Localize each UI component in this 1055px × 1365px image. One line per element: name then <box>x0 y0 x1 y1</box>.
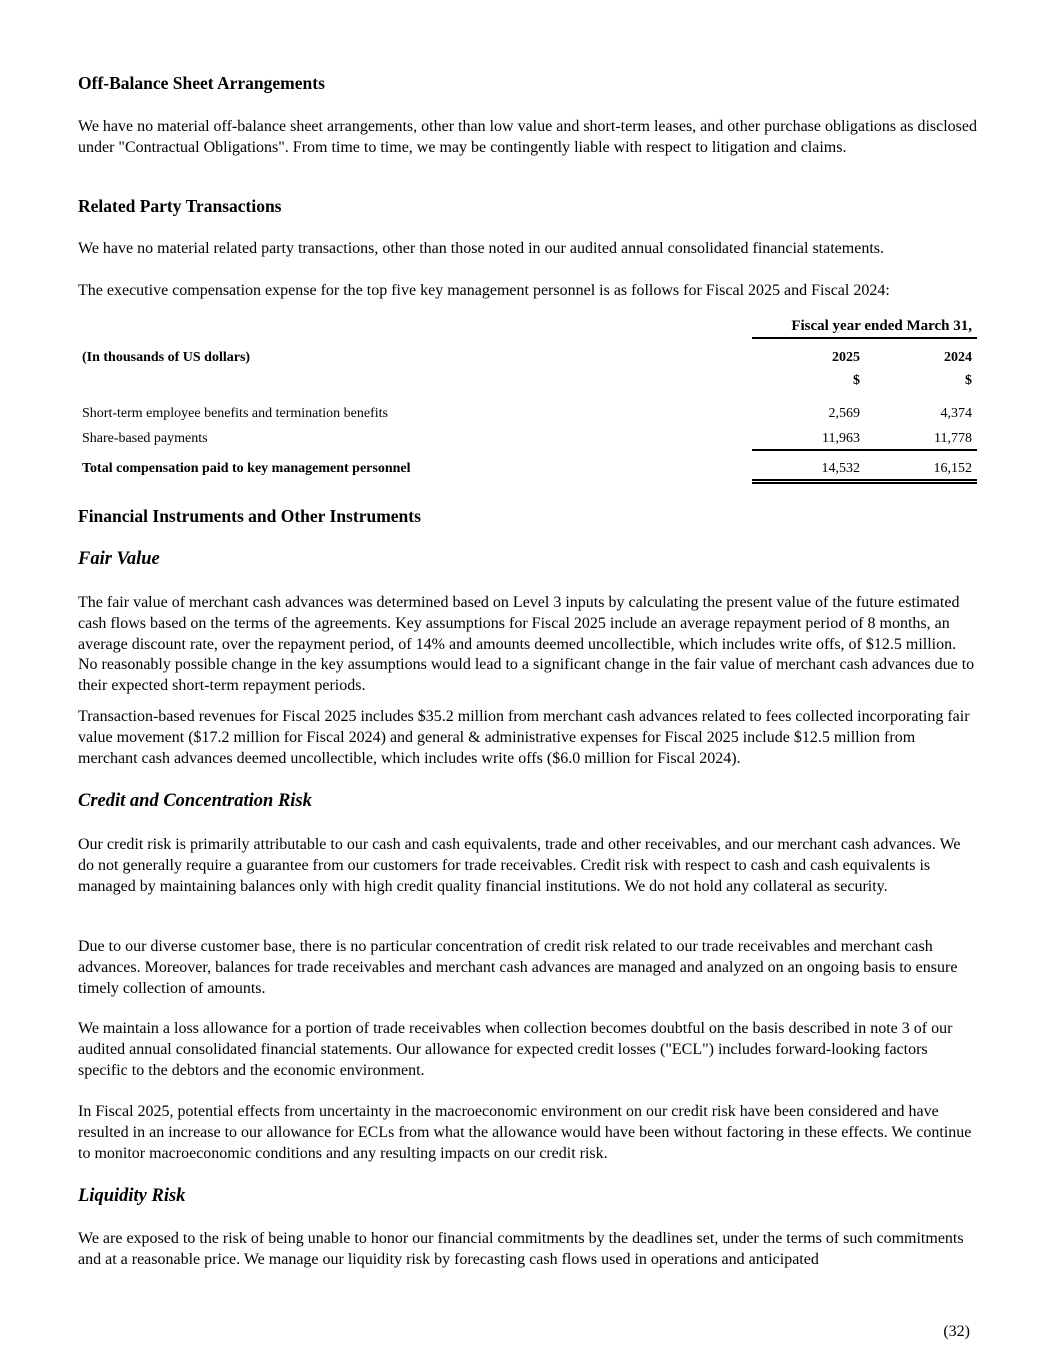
value-2024: 11,778 <box>934 431 972 446</box>
value-2025: 11,963 <box>822 431 860 446</box>
currency-row <box>82 373 977 391</box>
heading-credit-risk: Credit and Concentration Risk <box>78 791 312 811</box>
value-2025: 2,569 <box>828 406 860 421</box>
heading-liquidity-risk: Liquidity Risk <box>78 1186 186 1206</box>
heading-off-balance: Off-Balance Sheet Arrangements <box>78 73 325 93</box>
paragraph: We maintain a loss allowance for a portion of trade receivables when collection becomes doubtful on the basis described in note 3 of our audited annual consolidated financial statements. Our allowance for expected credit losses ("ECL") includes forward-looking factors specific to the debtors and the economic environment. <box>78 1020 953 1079</box>
paragraph: We have no material related party transactions, other than those noted in our audited annual consolidated financial statements. <box>78 240 884 257</box>
paragraph: We are exposed to the risk of being unable to honor our financial commitments by the deadlines set, under the terms of such commitments and at a reasonable price. We manage our liquidity risk by forecasting cash flows used in operations and anticipated <box>78 1230 964 1268</box>
year-header-row <box>82 350 977 368</box>
paragraph: The fair value of merchant cash advances was determined based on Level 3 inputs by calculating the present value of the future estimated cash flows based on the terms of the agreements. Key assumptions for Fiscal 2025 include an average repayment period of 8 months, an average discount rate, over the repayment period, of 14% and amounts deemed uncollectible, which includes write offs, of $12.5 million. No reasonably possible change in the key assumptions would lead to a significant change in the fair value of merchant cash advances due to their expected short-term repayment periods. <box>78 594 975 695</box>
row-label: Share-based payments <box>82 431 208 446</box>
table-row <box>82 406 977 424</box>
period-header-text: Fiscal year ended March 31, <box>791 318 972 334</box>
heading-financial-instruments: Financial Instruments and Other Instruments <box>78 506 421 526</box>
double-rule <box>752 479 977 484</box>
units-label: (In thousands of US dollars) <box>82 350 251 365</box>
total-2025: 14,532 <box>821 461 860 476</box>
page-number: (32) <box>943 1323 970 1340</box>
total-label: Total compensation paid to key management personnel <box>82 461 411 476</box>
period-header <box>82 318 977 336</box>
paragraph: The executive compensation expense for the top five key management personnel is as follows for Fiscal 2025 and Fiscal 2024: <box>78 282 890 299</box>
heading-related-party: Related Party Transactions <box>78 196 282 216</box>
currency-2024: $ <box>965 373 972 388</box>
year-2024: 2024 <box>944 350 972 365</box>
paragraph: In Fiscal 2025, potential effects from uncertainty in the macroeconomic environment on our credit risk have been considered and have resulted in an increase to our allowance for ECLs from what the allowance would have been without factoring in these effects. We continue to monitor macroeconomic conditions and any resulting impacts on our credit risk. <box>78 1103 972 1162</box>
paragraph: We have no material off-balance sheet arrangements, other than low value and short-term leases, and other purchase obligations as disclosed under "Contractual Obligations". From time to time, we may be contingently liable with respect to litigation and claims. <box>78 118 977 156</box>
total-2024: 16,152 <box>933 461 972 476</box>
value-2024: 4,374 <box>940 406 972 421</box>
paragraph: Our credit risk is primarily attributable to our cash and cash equivalents, trade and other receivables, and our merchant cash advances. We do not generally require a guarantee from our customers for trade receivables. Credit risk with respect to cash and cash equivalents is managed by maintaining balances only with high credit quality financial institutions. We do not hold any collateral as security. <box>78 836 961 895</box>
heading-fair-value: Fair Value <box>78 549 160 569</box>
table-row <box>82 431 977 449</box>
total-row <box>82 461 977 479</box>
row-label: Short-term employee benefits and termination benefits <box>82 406 388 421</box>
paragraph: Transaction-based revenues for Fiscal 2025 includes $35.2 million from merchant cash advances related to fees collected incorporating fair value movement ($17.2 million for Fiscal 2024) and general & administrative expenses for Fiscal 2025 include $12.5 million from merchant cash advances deemed uncollectible, which includes write offs ($6.0 million for Fiscal 2024). <box>78 708 970 767</box>
paragraph: Due to our diverse customer base, there is no particular concentration of credit risk related to our trade receivables and merchant cash advances. Moreover, balances for trade receivables and merchant cash advances are managed and analyzed on an ongoing basis to ensure timely collection of amounts. <box>78 938 958 997</box>
rule <box>752 449 977 451</box>
rule <box>752 337 977 339</box>
year-2025: 2025 <box>832 350 860 365</box>
currency-2025: $ <box>853 373 860 388</box>
